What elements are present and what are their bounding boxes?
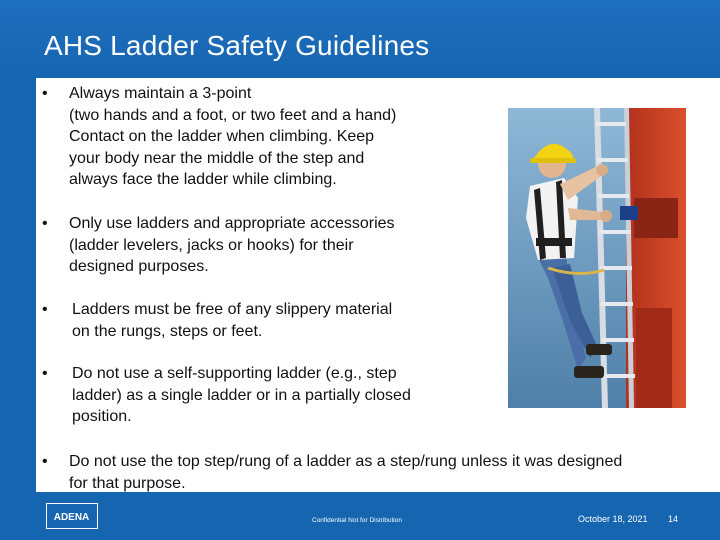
page-number: 14: [668, 514, 679, 524]
bullet-dot: •: [42, 215, 48, 232]
bullet-dot: •: [42, 365, 48, 382]
bullet-dot: •: [42, 453, 48, 470]
bullet-text: Only use ladders and appropriate accessories (ladder levelers, jacks or hooks) for their designed purposes.: [69, 215, 395, 275]
svg-text:ADENA: ADENA: [53, 512, 90, 523]
adena-logo: [46, 503, 98, 529]
bullet-dot: •: [42, 301, 48, 318]
slide-title: AHS Ladder Safety Guidelines: [44, 30, 430, 61]
title-bar: [0, 0, 720, 78]
confidential-notice: Confidential Not for Distribution: [312, 517, 402, 524]
bullet-text: Ladders must be free of any slippery material on the rungs, steps or feet.: [72, 301, 393, 340]
bullet-text: Do not use a self-supporting ladder (e.g., step ladder) as a single ladder or in a partially closed position.: [72, 365, 411, 425]
ladder-climber-photo: [508, 108, 686, 408]
bullet-text: Always maintain a 3-point (two hands and a foot, or two feet and a hand) Contact on the ladder when climbing. Keep your body near the middle of the step and always face the ladder while climbing.: [69, 85, 397, 188]
footer: [0, 492, 720, 540]
bullet-text: Do not use the top step/rung of a ladder as a step/rung unless it was designed for that purpose.: [69, 453, 623, 492]
adena-logo-mark: [47, 504, 96, 527]
ladder-climber-illustration: [508, 108, 686, 408]
bullet-dot: •: [42, 85, 48, 102]
footer-date: October 18, 2021: [578, 514, 648, 524]
